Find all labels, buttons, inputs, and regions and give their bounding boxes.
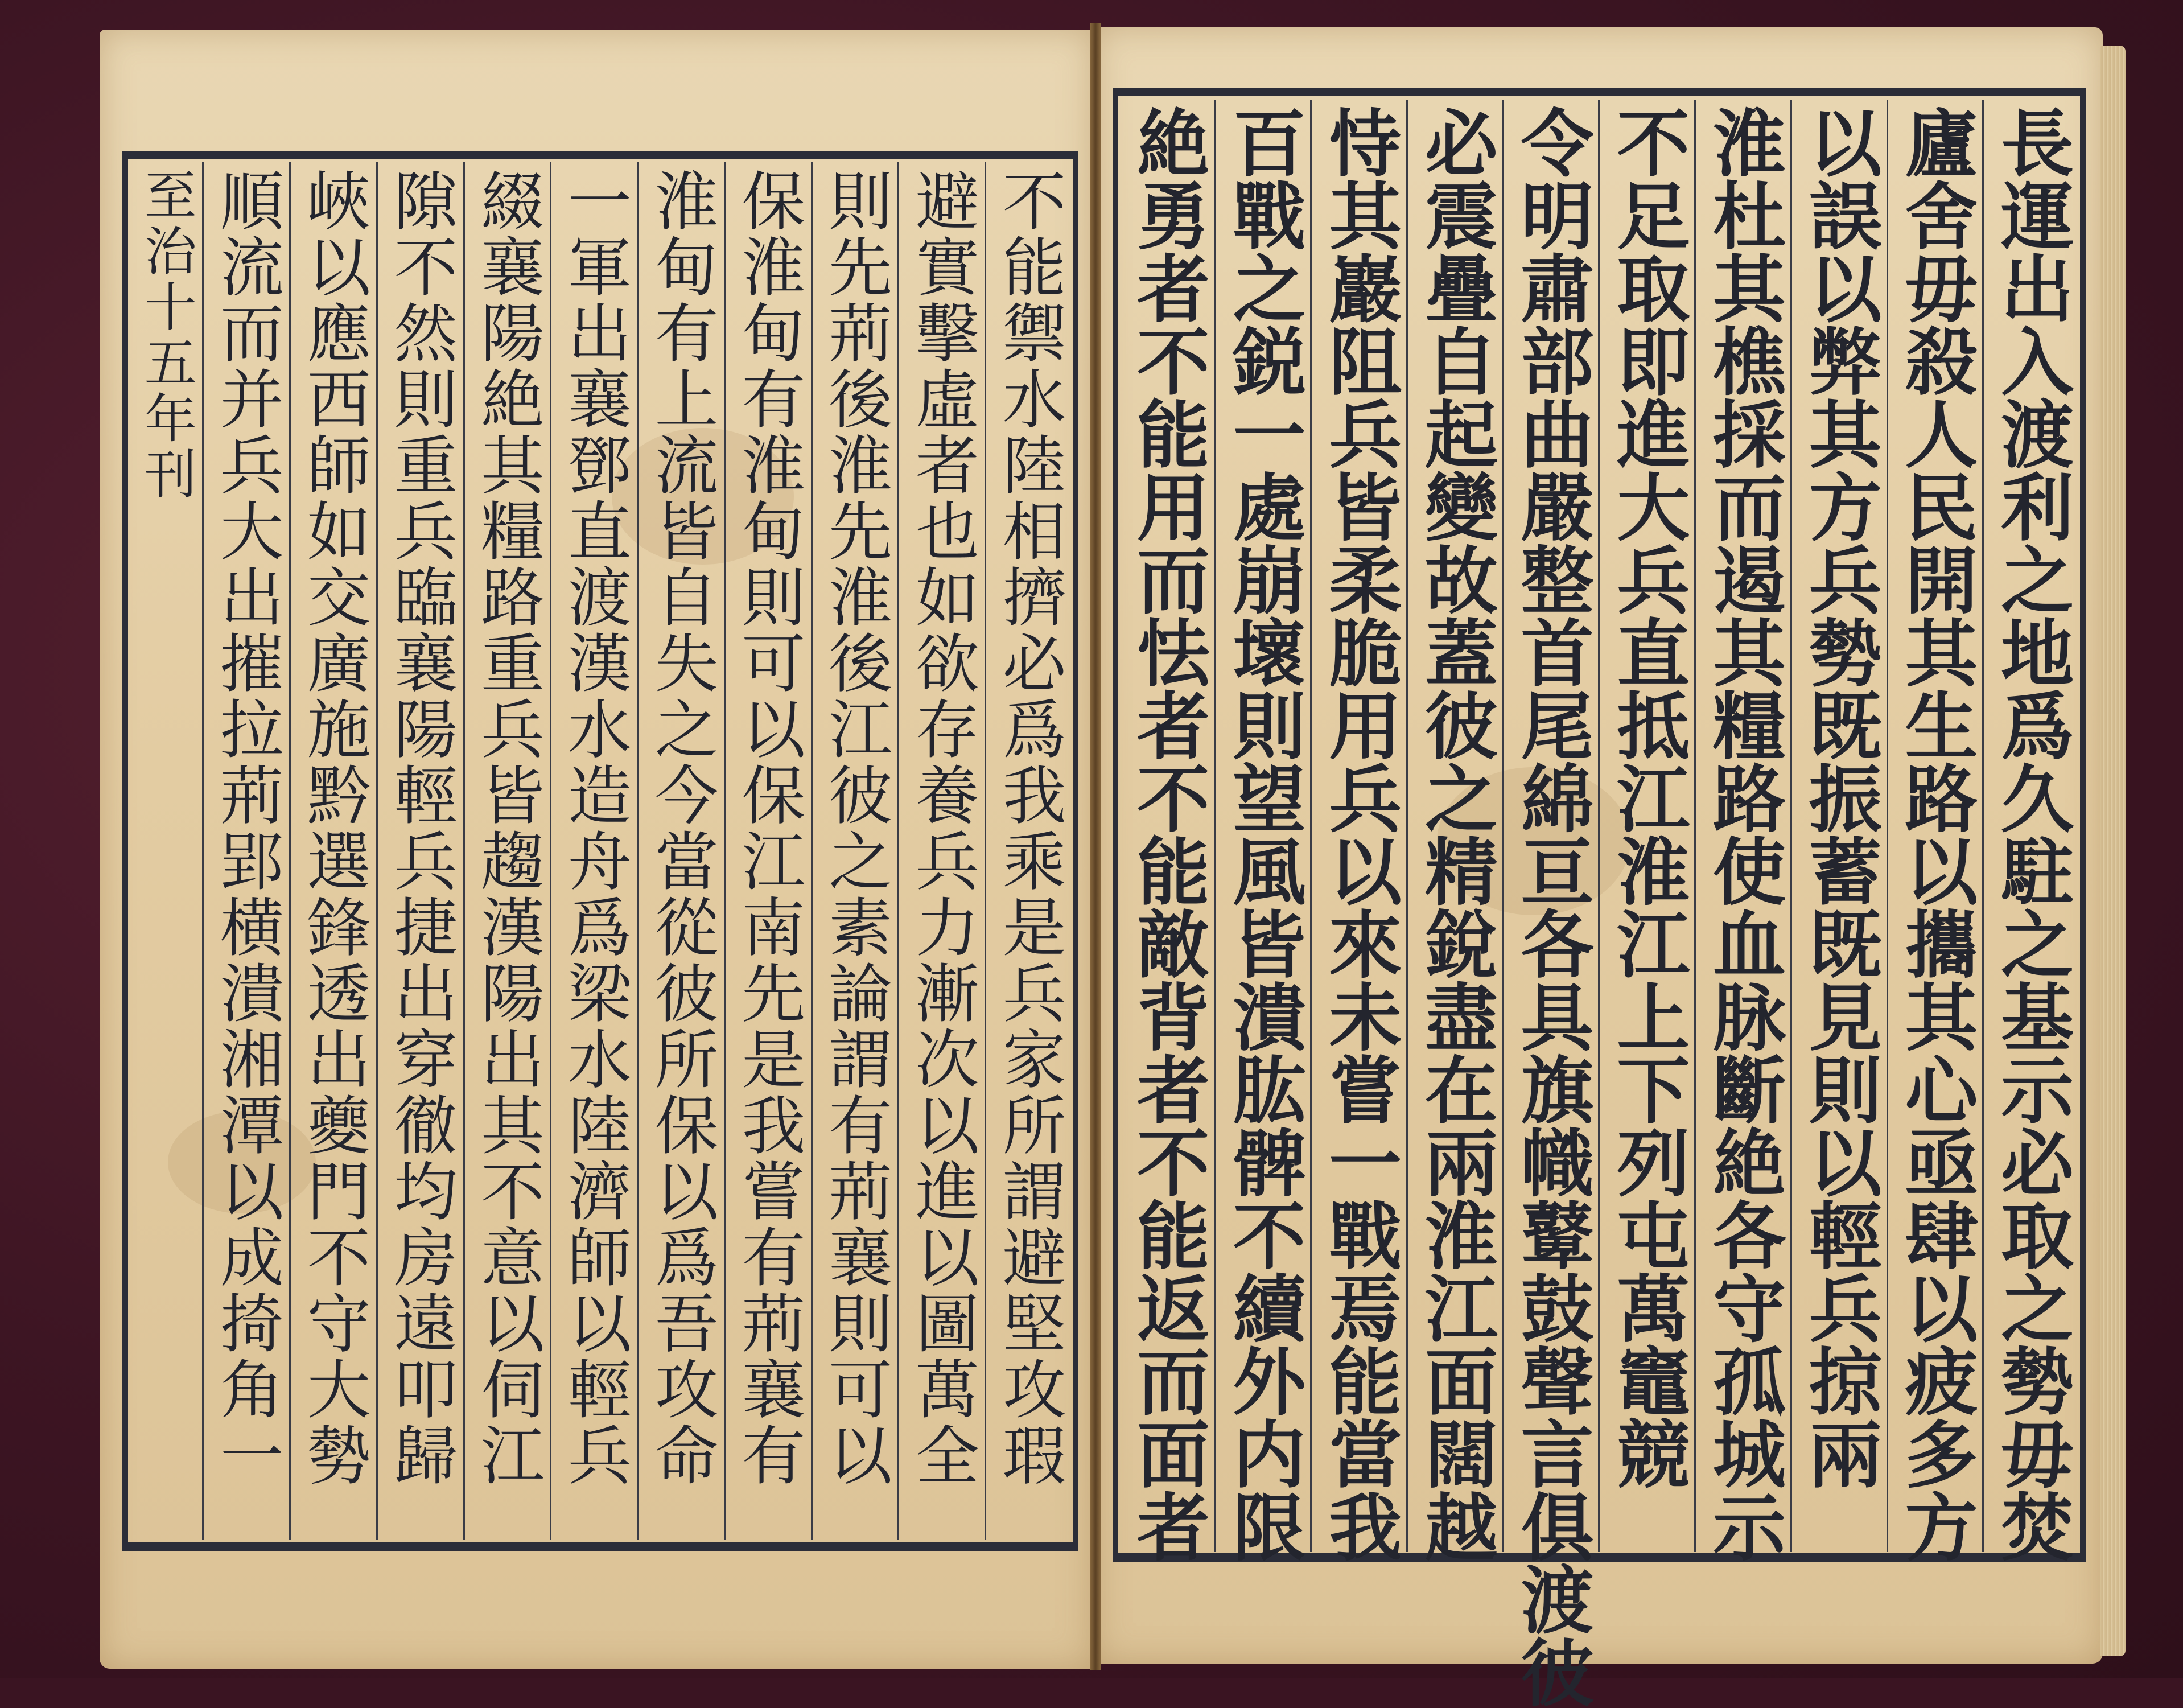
text-column bbox=[1790, 100, 1887, 1552]
left-page-text bbox=[130, 162, 1072, 1540]
text-column bbox=[376, 162, 463, 1540]
margin-imprint: 至治十五年刊 bbox=[135, 168, 197, 503]
column-text: 淮杜其樵採而遏其糧路使血脉斷絶各守孤城示 bbox=[1700, 105, 1786, 1562]
column-text: 不足取即進大兵直抵江淮江上下列屯萬竈競 bbox=[1604, 105, 1690, 1489]
column-text: 綴襄陽絶其糧路重兵皆趨漢陽出其不意以伺江 bbox=[470, 168, 545, 1488]
text-column bbox=[463, 162, 550, 1540]
text-column bbox=[985, 162, 1072, 1540]
column-text: 長運出入渡利之地爲久駐之基示必取之勢毋焚 bbox=[1988, 105, 2074, 1562]
text-column bbox=[550, 162, 637, 1540]
text-column bbox=[202, 162, 289, 1540]
column-text: 令明肅部曲嚴整首尾綿亘各具旗幟鼙鼓聲言俱渡彼 bbox=[1508, 105, 1594, 1708]
column-text: 恃其巖阻兵皆柔脆用兵以來未嘗一戰焉能當我 bbox=[1316, 105, 1402, 1562]
right-page-text bbox=[1120, 100, 2078, 1708]
column-text: 保淮甸有淮甸則可以保江南先是我嘗有荊襄有 bbox=[731, 168, 805, 1488]
margin-column bbox=[130, 162, 202, 1540]
text-column bbox=[637, 162, 724, 1540]
text-column bbox=[1982, 100, 2078, 1562]
text-column bbox=[1502, 100, 1599, 1708]
column-text: 則先荊後淮先淮後江彼之素論謂有荊襄則可以 bbox=[818, 168, 892, 1488]
column-text: 百戰之鋭一處崩壞則望風皆潰肱髀不續外内限 bbox=[1220, 105, 1306, 1562]
text-column bbox=[1214, 100, 1311, 1562]
page-edges bbox=[2100, 46, 2126, 1656]
column-text: 以誤以弊其方兵勢既振蓄既見則以輕兵掠兩 bbox=[1796, 105, 1882, 1489]
column-text: 順流而并兵大出摧拉荊郢横潰湘潭以成掎角一 bbox=[209, 168, 284, 1488]
text-column bbox=[289, 162, 376, 1540]
column-text: 絶勇者不能用而怯者不能敵背者不能返而面者 bbox=[1124, 105, 1210, 1562]
text-column bbox=[1598, 100, 1694, 1552]
text-column bbox=[724, 162, 811, 1540]
column-text: 一軍出襄鄧直渡漢水造舟爲梁水陸濟師以輕兵 bbox=[557, 168, 632, 1488]
text-column bbox=[897, 162, 985, 1540]
text-column bbox=[1406, 100, 1502, 1562]
book-gutter bbox=[1090, 23, 1101, 1670]
column-text: 峽以應西師如交廣施黔選鋒透出夔門不守大勢 bbox=[296, 168, 370, 1488]
column-text: 廬舍毋殺人民開其生路以攜其心亟肆以疲多方 bbox=[1892, 105, 1978, 1562]
text-column bbox=[1120, 100, 1214, 1562]
column-text: 隙不然則重兵臨襄陽輕兵捷出穿徹均房遠叩歸 bbox=[383, 168, 458, 1488]
column-text: 避實擊虛者也如欲存養兵力漸次以進以圖萬全 bbox=[905, 168, 979, 1488]
text-column bbox=[811, 162, 898, 1540]
column-text: 淮甸有上流皆自失之今當從彼所保以爲吾攻命 bbox=[644, 168, 719, 1488]
column-text: 必震疊自起變故蓋彼之精銳盡在兩淮江面闊越 bbox=[1412, 105, 1498, 1562]
column-text: 不能禦水陸相擠必爲我乘是兵家所謂避堅攻瑕 bbox=[992, 168, 1066, 1488]
text-column bbox=[1887, 100, 1983, 1562]
text-column bbox=[1310, 100, 1406, 1562]
text-column bbox=[1694, 100, 1790, 1562]
